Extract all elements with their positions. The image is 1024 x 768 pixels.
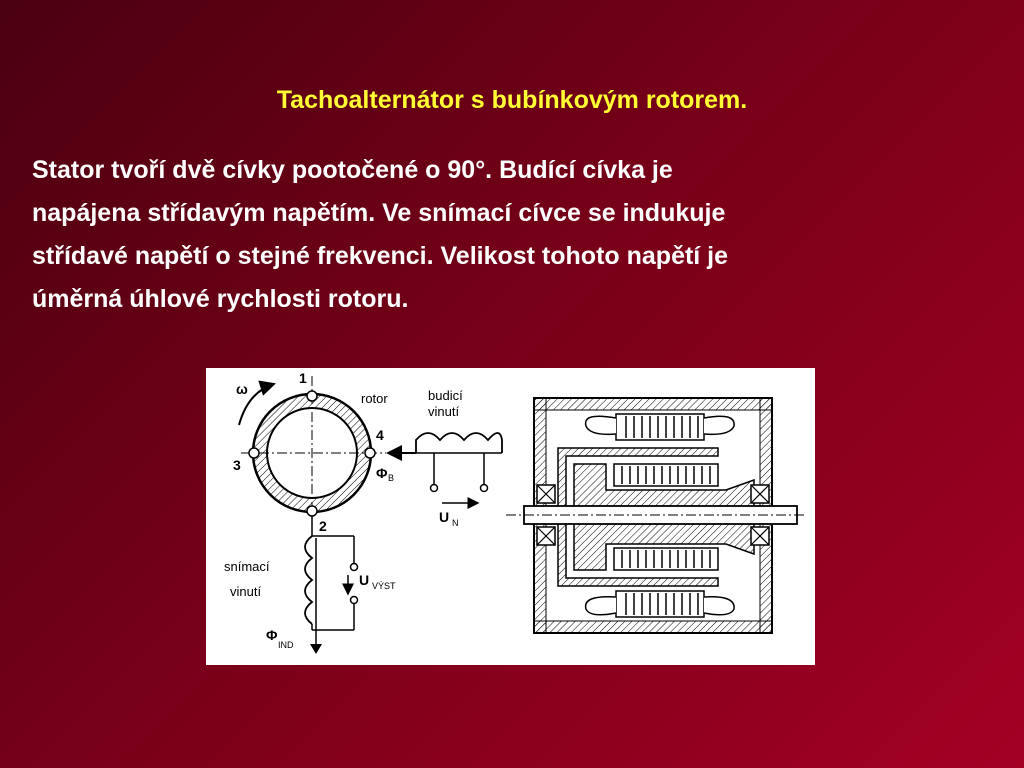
- snimaci-label-1: snímací: [224, 559, 270, 574]
- terminal-vyst-top: [351, 564, 358, 571]
- uvyst-label: U: [359, 572, 370, 588]
- bearing-left-bottom: [537, 527, 555, 545]
- rotor-label: rotor: [361, 391, 388, 406]
- terminal-2: [307, 506, 317, 516]
- phi-ind-label: Φ: [266, 627, 278, 643]
- un-subscript: N: [452, 518, 459, 528]
- snimaci-label-2: vinutí: [230, 584, 262, 599]
- stator-stack-top: [616, 414, 704, 440]
- end-turn-bottom-right: [704, 597, 734, 615]
- rotor-schematic: [233, 370, 394, 534]
- tachoalternator-diagram: [206, 368, 815, 665]
- budici-label-2: vinutí: [428, 404, 460, 419]
- terminal-1: [307, 391, 317, 401]
- paragraph-line: střídavé napětí o stejné frekvenci. Velikost tohoto napětí je: [32, 242, 729, 270]
- label-1: 1: [299, 370, 307, 386]
- end-turn-top-left: [586, 416, 616, 434]
- tachoalternator-figure: [206, 368, 815, 665]
- housing-top: [534, 398, 772, 410]
- uvyst-subscript: VÝST: [372, 581, 396, 591]
- excitation-coil: [416, 433, 502, 453]
- paragraph-line: Stator tvoří dvě cívky pootočené o 90°. Budící cívka je: [32, 156, 673, 184]
- terminal-vyst-bottom: [351, 597, 358, 604]
- phi-ind-arrow: [310, 644, 322, 654]
- un-label: U: [439, 509, 450, 525]
- label-3: 3: [233, 457, 241, 473]
- pickup-coil: [305, 536, 312, 624]
- end-turn-top-right: [704, 416, 734, 434]
- label-2: 2: [319, 518, 327, 534]
- label-4: 4: [376, 427, 384, 443]
- description-paragraph: [32, 149, 992, 321]
- bearing-left-top: [537, 485, 555, 503]
- terminal-un-left: [431, 485, 438, 492]
- budici-label-1: budicí: [428, 388, 463, 403]
- phi-b-label: Φ: [376, 465, 388, 481]
- bearing-right-top: [751, 485, 769, 503]
- omega-label: ω: [236, 381, 248, 397]
- pickup-winding: [224, 516, 396, 654]
- bearing-right-bottom: [751, 527, 769, 545]
- stator-stack-bottom: [616, 591, 704, 617]
- end-turn-bottom-left: [586, 597, 616, 615]
- housing-bottom: [534, 621, 772, 633]
- paragraph-line: úměrná úhlové rychlosti rotoru.: [32, 285, 409, 313]
- paragraph-line: napájena střídavým napětím. Ve snímací cívce se indukuje: [32, 199, 726, 227]
- phi-ind-subscript: IND: [278, 640, 294, 650]
- terminal-4: [365, 448, 375, 458]
- excitation-winding: [388, 388, 502, 528]
- slide-title: Tachoalternátor s bubínkovým rotorem.: [276, 86, 748, 114]
- cross-section: [506, 398, 804, 633]
- terminal-un-right: [481, 485, 488, 492]
- terminal-3: [249, 448, 259, 458]
- phi-b-subscript: B: [388, 473, 395, 483]
